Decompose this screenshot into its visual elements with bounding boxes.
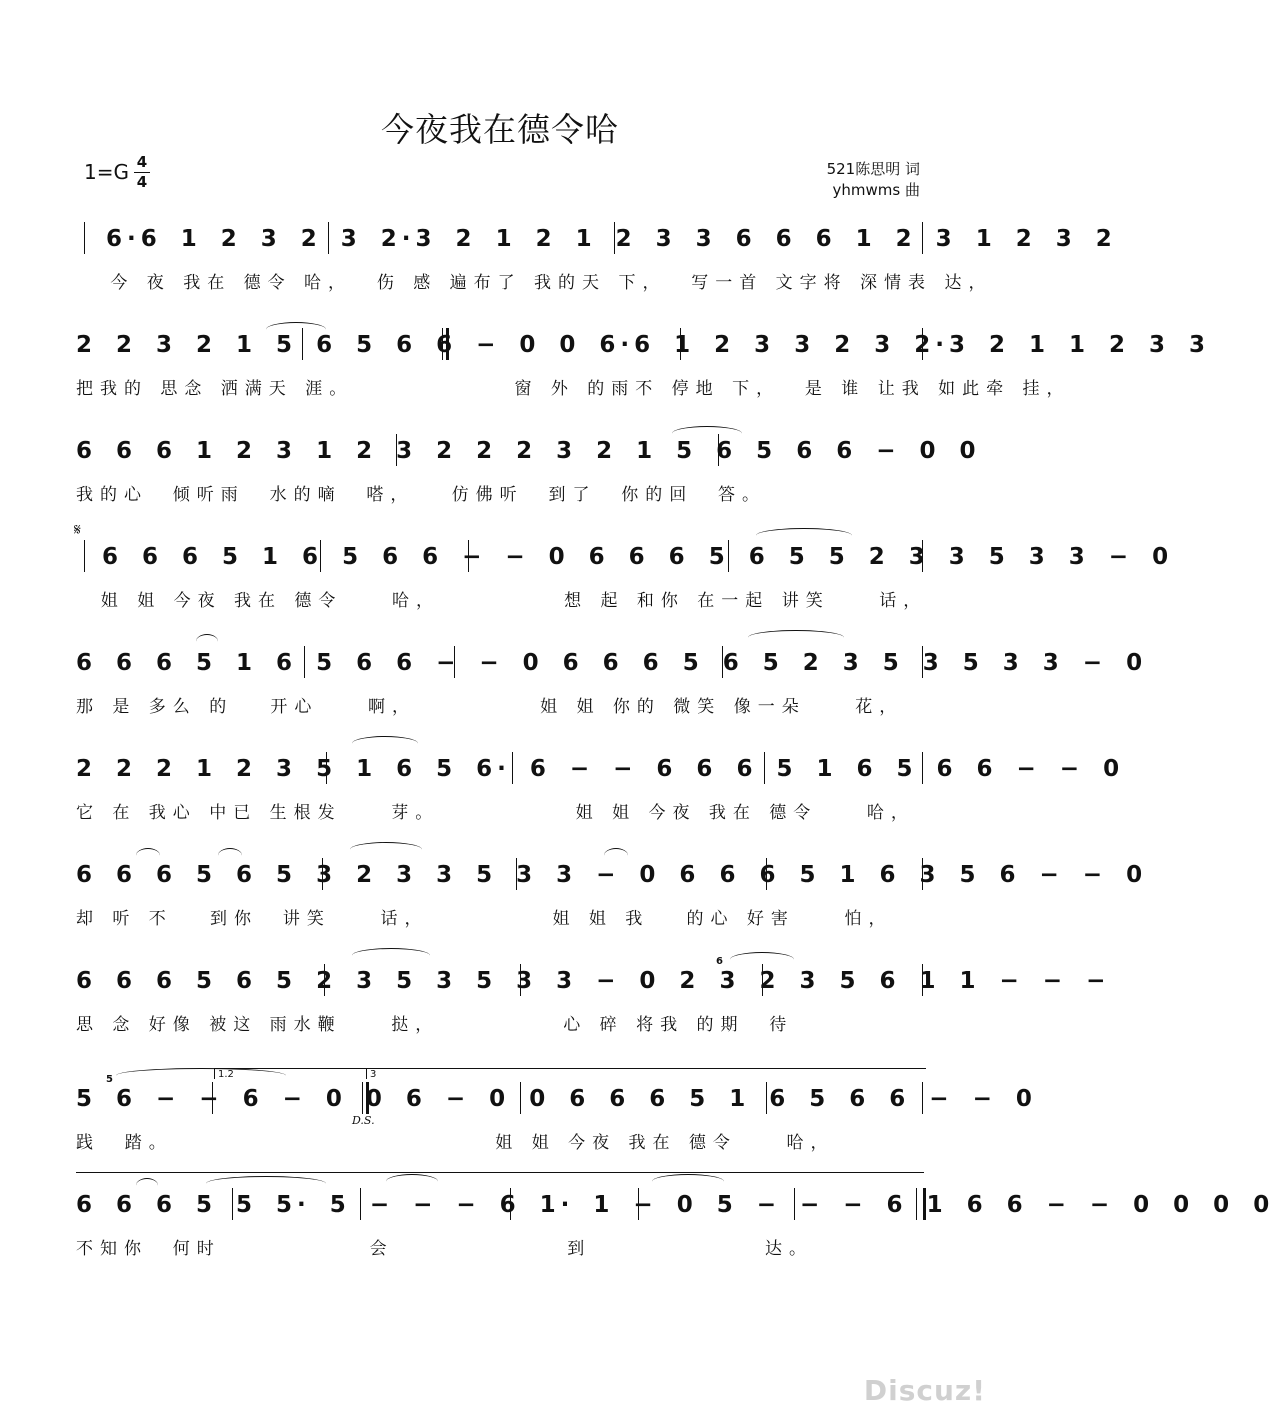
tie-arc (352, 736, 418, 751)
tie-arc (386, 1174, 438, 1189)
volta-bracket-2 (366, 1068, 926, 1079)
score-row-3 (76, 434, 981, 510)
score-row-6 (76, 752, 1125, 828)
tie-arc (196, 634, 218, 649)
score-row-5 (76, 646, 1148, 722)
system-divider (76, 1172, 924, 1173)
tie-arc (352, 948, 430, 963)
row-notes: 2 2 3 2 1 5 6 5 6 6 − 0 0 6·6 1 2 3 3 2 3 2·3 2 1 1 2 3 3 (76, 332, 1211, 358)
row-lyrics: 不知你 何时 会 到 达。 (76, 1239, 813, 1259)
tie-arc (218, 848, 242, 863)
row-notes: 6·6 1 2 3 2 3 2·3 2 1 2 1 2 3 3 6 6 6 1 2 3 1 2 3 2 (106, 226, 1117, 252)
tie-arc (604, 848, 628, 863)
row-lyrics: 今 夜 我在 德令 哈， 伤 感 遍布了 我的天 下， 写一首 文字将 深情表 达， (98, 273, 993, 293)
volta-2-label: 3 (370, 1069, 377, 1080)
tie-arc (350, 842, 422, 857)
row-lyrics: 那 是 多么 的 开心 啊， 姐 姐 你的 微笑 像一朵 花， (76, 697, 904, 717)
row-lyrics: 姐 姐 今夜 我在 德令 哈， 想 起 和你 在一起 讲笑 话， (76, 591, 928, 611)
song-title: 今夜我在德令哈 (381, 110, 619, 149)
row-notes: 2 2 2 1 2 3 5 1 6 5 6· 6 − − 6 6 6 5 1 6 5 6 6 − − 0 (76, 756, 1125, 782)
row-notes: 6 6 6 5 6 5 2 3 5 3 5 3 3 − 0 2 3 2 3 5 6 1 1 − − − (76, 968, 1111, 994)
score-row-10 (76, 1188, 1274, 1264)
row-lyrics: 践 踏。 姐 姐 今夜 我在 德令 哈， (76, 1133, 835, 1153)
watermark-logo: Discuz! (863, 1374, 986, 1407)
composer-credit: yhmwms 曲 (832, 181, 920, 199)
row-lyrics: 它 在 我心 中已 生根发 芽。 姐 姐 今夜 我在 德令 哈， (76, 803, 915, 823)
row-notes: 6 6 6 5 1 6 5 6 6 − − 0 6 6 6 5 6 5 5 2 3 3 5 3 3 − 0 (102, 544, 1174, 570)
tie-arc (756, 528, 852, 543)
volta-1-label: 1.2 (218, 1069, 234, 1080)
time-signature (134, 154, 150, 191)
tie-arc (136, 848, 160, 863)
time-signature-bottom: 4 (136, 173, 148, 191)
grace-note-2: 5 (106, 1074, 113, 1085)
score-row-1 (76, 222, 1117, 298)
time-signature-top: 4 (136, 153, 148, 171)
score-row-8 (76, 964, 1111, 1040)
tie-arc (116, 1068, 286, 1083)
row-notes: 6 6 6 5 6 5 3 2 3 3 5 3 3 − 0 6 6 6 5 1 6 3 5 6 − − 0 (76, 862, 1148, 888)
row-notes: 6 6 6 5 5 5· 5 − − − 6 1· 1 − 0 5 − − − 6 1 6 6 − − 0 0 0 0 (76, 1192, 1274, 1218)
row-lyrics: 却 听 不 到你 讲笑 话， 姐 姐 我 的心 好害 怕， (76, 909, 893, 929)
segno-mark: 𝄋 (74, 520, 81, 539)
tie-arc (206, 1176, 326, 1191)
lyricist-credit: 521陈思明 词 (826, 160, 920, 178)
row-notes: 6 6 6 5 1 6 5 6 6 − − 0 6 6 6 5 6 5 2 3 5 3 5 3 3 − 0 (76, 650, 1148, 676)
tie-arc (748, 630, 844, 645)
tie-arc (136, 1178, 158, 1193)
row-notes: 6 6 6 1 2 3 1 2 3 2 2 2 3 2 1 5 6 5 6 6 − 0 0 (76, 438, 981, 464)
score-row-9 (76, 1082, 1037, 1158)
row-lyrics: 我的心 倾听雨 水的嘀 嗒， 仿佛听 到了 你的回 答。 (76, 485, 767, 505)
row-notes: 5 6 − − 6 − 0 0 6 − 0 0 6 6 6 5 1 6 5 6 6 − − 0 (76, 1086, 1037, 1112)
row-lyrics: 思 念 好像 被这 雨水鞭 挞， 心 碎 将我 的期 待 (76, 1015, 794, 1035)
tie-arc (266, 322, 326, 337)
score-row-7 (76, 858, 1148, 934)
ds-mark: D.S. (352, 1114, 375, 1127)
grace-note-1: 6 (716, 956, 723, 967)
score-row-4 (76, 540, 1174, 616)
key-signature: 1=G (84, 160, 129, 184)
row-lyrics: 把我的 思念 洒满天 涯。 窗 外 的雨不 停地 下， 是 谁 让我 如此牵 挂， (76, 379, 1071, 399)
tie-arc (652, 1174, 724, 1189)
tie-arc (672, 426, 742, 441)
score-row-2 (76, 328, 1211, 404)
